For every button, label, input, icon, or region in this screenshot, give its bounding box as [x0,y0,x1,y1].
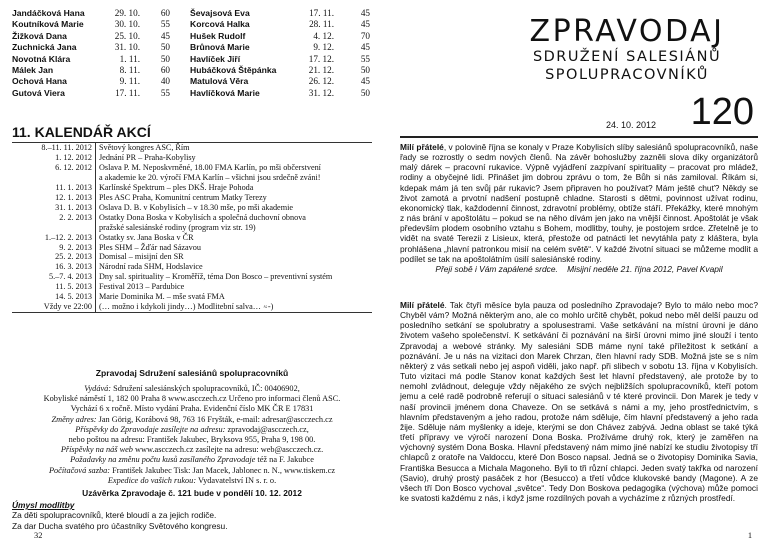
calendar-table [12,142,372,313]
calendar-event: Ples SHM – Žďár nad Sázavou [99,242,201,252]
imprint-value: Vydavatelství IN s. r. o. [196,475,277,485]
issue-date: 24. 10. 2012 [606,120,657,130]
masthead-subtitle-2: SPOLUPRACOVNÍKŮ [545,67,709,83]
article-1-lead: Milí přátelé [400,142,444,152]
calendar-row [12,223,372,233]
calendar-event: Domisal – misijní den SR [99,252,184,262]
prayer-intention: Za dar Ducha svatého pro účastníky Světového kongresu. [12,520,228,531]
birthday-date: 17. 11. [309,8,334,18]
birthday-age: 45 [360,19,370,30]
calendar-event: pražské salesiánské rodiny (program viz str. 19) [99,222,256,232]
prayer-intentions-title: Úmysl modlitby [12,500,75,510]
birthday-age: 45 [360,8,370,18]
masthead [492,16,762,84]
article-2-text: . Tak čtyři měsíce byla pauza od posledního Zpravodaje? Bylo to málo nebo moc? Chyběl vám? Možná některým ano, ale co mohlo určitě chybět, pokud nebo měl delší pauzu od posledního setkání se spolubratry a spolusestrami. Vaše setkávání na místní úrovni je dáno životem vašeho společenství. K setkávání či poznávání na širší úrovni mimo jiné slouží i tento Zpravodaj a webové stránky. My salesiáni SDB máme nyní také příležitost k setkání a poznávání. Je u nás na vizitaci don Marek Chrzan, člen hlavní rady SDB. Možná jste se s ním některý z vás setkali nebo jej aspoň viděli, jako např. při slibech v sobotu 13. října v Kobylisích. Tuto vizitaci má podle Stanov konat každých šest let hlavní představený, ale protože by to nemohl zvládnout, deleguje vždy nějakého ze svých nejbližších spolupracovníků, kteří potom jemu a celé radě podrobně referují o situaci salesiánů v té které provincii. Don Marek je tedy v naší provincii jménem dona Chaveze. On se setkává s námi a my, jeho prostřednictvím, s hlavním představeným a jeho radou, protože nám sděluje, čím hlavní představený a jeho rada žije. Sděluje nám myšlenky a ideje, kterými se don Chávez zabývá. Jedna oblast se také týká třetí přípravy ve výročí narození Dona Boska. Prožíváme druhý rok, který je zaměřen na výchovný systém Dona Boska. Hlavní představený nám mimo jiné nabízí ke studiu životopisy tří chlapců z oratoře na Valdoccu, které Don Bosco napsal. Jedná se o životopisy Dominika Savia, Františka Besucca a Michala Magoneho. Byli to tři různí chlapci. Jeden svatý takřka od narození (Savio), druhý prostý pasáček z hor (Besucco) a třetí vůdce klukovské bandy (Magone). A ze všech tří Don Bosco vychoval „světce“. Tedy Don Boskova pedagogika (výchova) může pomoci ke svatosti každému z nás, i když jsme rozdílných povah a vycházíme z různých prostředí. [400,300,758,503]
imprint-label: Příspěvky na náš web [60,445,133,455]
birthday-name: Brůnová Marie [190,42,250,53]
calendar-date: 9. 2. 2013 [12,243,96,253]
calendar-row [12,243,372,253]
birthday-date: 26. 12. [308,76,334,87]
birthday-date: 31. 10. [114,42,140,53]
page-number-left: 32 [34,531,43,540]
calendar-row [12,183,372,193]
calendar-row [12,213,372,223]
calendar-event: Ostatky Dona Boska v Kobylisích a společná duchovní obnova [99,212,306,222]
calendar-event: Národní rada SHM, Hodslavice [99,262,203,272]
imprint-label: Příspěvky do Zpravodaje zasílejte na adresu: [75,424,226,434]
prayer-intention: Za děti spolupracovníků, které bloudí a za jejich rodiče. [12,510,217,521]
birthday-age: 40 [160,76,170,87]
calendar-date: 6. 12. 2012 [12,163,96,173]
imprint-line [12,384,372,394]
birthday-name: Ochová Hana [12,76,67,87]
birthday-names-col1 [12,8,104,99]
calendar-row [12,173,372,183]
calendar-event: Ostatky sv. Jana Boska v ČR [99,232,194,242]
birthday-ages-col2 [346,8,370,99]
calendar-date [12,173,96,183]
birthday-name: Jandáčková Hana [12,8,85,18]
birthday-dates-col1 [104,8,140,99]
calendar-row [12,282,372,292]
birthday-date: 1. 11. [119,53,140,64]
imprint-label: Počítačová sazba: [48,465,110,475]
birthday-age: 45 [360,76,370,87]
calendar-row [12,153,372,163]
birthday-name: Gutová Viera [12,87,65,98]
birthday-date: 17. 11. [115,87,140,98]
imprint-value: též na F. Jakubce [255,455,314,465]
imprint-value: www.ascczech.cz zasílejte na adresu: web@ascczech.cz. [132,445,324,455]
calendar-event: Festival 2013 – Pardubice [99,282,185,292]
issue-number: 120 [690,91,754,133]
birthday-name: Žižková Dana [12,30,67,41]
calendar-event: Marie Dominika M. – mše svatá FMA [99,292,225,302]
calendar-row [12,143,372,153]
article-2 [400,300,758,503]
calendar-date: 1.–12. 2. 2013 [12,233,96,243]
calendar-row [12,262,372,272]
imprint-value: Vychází 6 x ročně. Místo vydání Praha. Evidenční číslo MK ČR E 17831 [70,404,314,414]
birthday-age: 45 [360,42,370,53]
birthday-date: 25. 10. [114,30,140,41]
birthday-date: 31. 12. [308,87,334,98]
birthday-age: 50 [160,42,170,53]
calendar-event: Světový kongres ASC, Řím [99,143,190,152]
birthday-names-col2 [190,8,292,99]
calendar-date: 11. 1. 2013 [12,183,96,193]
birthday-date: 28. 11. [309,19,334,30]
imprint-line [12,476,372,486]
birthday-name: Zuchnická Jana [12,42,77,53]
calendar-date: 5.–7. 4. 2013 [12,272,96,282]
calendar-date: 12. 1. 2013 [12,193,96,203]
calendar-event: Jednání PR – Praha-Kobylisy [99,152,196,162]
calendar-row [12,193,372,203]
calendar-row [12,233,372,243]
article-1-sign2: Misijní neděle 21. října 2012, Pavel Kvapil [567,263,723,274]
masthead-rule [400,136,758,138]
calendar-date: Vždy ve 22:00 [12,302,96,312]
calendar-date [12,223,96,233]
birthday-name: Hubáčková Štěpánka [190,64,277,75]
calendar-heading: 11. KALENDÁŘ AKCÍ [12,124,151,140]
imprint-line [12,394,372,404]
imprint-value: Jan Görig, Korábová 98, 763 16 Fryšták, e-mail: adresar@ascczech.cz [96,414,333,424]
birthday-date: 29. 10. [114,8,140,18]
imprint-line [12,445,372,455]
imprint-label: Expedice do vašich rukou: [107,475,197,485]
article-1-sign1: Přeji sobě i Vám zapálené srdce. [435,263,558,274]
imprint-label: Změny adres: [51,414,97,424]
right-page [392,0,768,543]
birthday-date: 9. 11. [119,76,140,87]
birthday-age: 50 [360,87,370,98]
article-2-lead: Milí přátelé [400,300,445,310]
birthday-date: 4. 12. [313,30,334,41]
calendar-event: Ples ASC Praha, Komunitní centrum Matky Terezy [99,192,267,202]
birthday-name: Novotná Klára [12,53,71,64]
calendar-event: (… možno i kdykoli jindy…) Modlitební salva… ⍨-) [99,302,274,312]
birthday-age: 45 [160,30,170,41]
imprint-line [12,455,372,465]
imprint-title: Zpravodaj Sdružení salesiánů spolupracovníků [95,368,289,378]
calendar-date: 1. 12. 2012 [12,153,96,163]
birthday-age: 70 [360,30,370,41]
imprint-label: Požadavky na změnu počtu kusů zasílaného Zpravodaje [70,455,256,465]
birthday-name: Havlíček Jiří [190,53,241,64]
birthday-age: 55 [160,19,170,30]
imprint-value: František Jakubec Tisk: Jan Macek, Jablonec n. N., www.tiskem.cz [110,465,336,475]
birthday-ages-col1 [150,8,170,99]
imprint-value: nebo poštou na adresu: František Jakubec, Bryksova 955, Praha 9, 198 00. [68,435,316,445]
birthday-name: Havlíčková Marie [190,87,260,98]
calendar-row [12,163,372,173]
calendar-row [12,302,372,313]
birthday-name: Ševajsová Eva [190,8,250,18]
deadline-notice: Uzávěrka Zpravodaje č. 121 bude v pondělí 10. 12. 2012 [82,488,302,498]
birthday-name: Korcová Halka [190,19,250,30]
birthday-age: 55 [360,53,370,64]
imprint [12,384,372,486]
birthday-name: Hušek Rudolf [190,30,246,41]
imprint-line [12,415,372,425]
calendar-date: 16. 3. 2013 [12,262,96,272]
calendar-row [12,252,372,262]
birthday-date: 30. 10. [114,19,140,30]
calendar-event: Oslava D. B. v Kobylisích – v 18.30 mše, po mši akademie [99,202,293,212]
calendar-date: 11. 5. 2013 [12,282,96,292]
calendar-date: 14. 5. 2013 [12,292,96,302]
birthday-date: 17. 12. [308,53,334,64]
calendar-event: Dny sal. spirituality – Kroměříž, téma Don Bosco – preventivní systém [99,272,333,282]
calendar-date: 2. 2. 2013 [12,213,96,223]
imprint-line [12,404,372,414]
birthday-date: 9. 12. [313,42,334,53]
imprint-value: Kobyliské náměstí 1, 182 00 Praha 8 www.ascczech.cz Určeno pro informaci členů ASC. [43,394,341,404]
birthday-name: Málek Jan [12,64,54,75]
birthday-date: 21. 12. [308,64,334,75]
birthday-age: 55 [160,87,170,98]
masthead-subtitle-1: SDRUŽENÍ SALESIÁNŮ [532,49,722,65]
birthday-age: 50 [360,64,370,75]
page-number-right: 1 [747,531,752,540]
calendar-event: a akademie ke 20. výročí FMA Karlín – všichni jsou srdečně zváni! [99,172,321,182]
birthday-age: 50 [160,53,170,64]
masthead-title: ZPRAVODAJ [529,14,725,49]
birthday-date: 8. 11. [119,64,140,75]
calendar-date: 25. 2. 2013 [12,252,96,262]
calendar-row [12,203,372,213]
calendar-event: Oslava P. M. Neposkvrněné, 18.00 FMA Karlín, po mši občerstvení [99,162,321,172]
imprint-value: zpravodaj@ascczech.cz, [225,424,309,434]
birthday-age: 60 [160,8,170,18]
imprint-line [12,425,372,435]
imprint-line [12,435,372,445]
article-1 [400,142,758,274]
birthday-age: 60 [160,64,170,75]
article-1-text: , v polovině října se konaly v Praze Kobylisích slíby salesiánů spolupracovníků, naše řady se rozrostly o sedm nových členů. Na závěr bohoslužby zazněli slova díky organizátorů malý dárek – pracovní rukavice. Výpně vyjádření zazpívaní spirituality – pracovat pro mládež, rodiny a obyčejné lidi. Přinášet jim dobrou zprávu o tom, že Bůh si nás zamiloval. Říkám si, kdepak mám já ten svůj pár rukavic? Jsem připraven ho používat? Mám ještě chuť? Někdy se život zamotá a prvotní nadšení postupně chladne. Starosti s dětmi, povinnost užívat rodinu, ekonomický tlak, každodenní činnost, zdravotní problémy, obtíže stáří. Překážky, které mnohým z nás brání v apoštolátu – pokud se na něho dívám jen jako na vnější činnost. Apoštolát je však především plodem osobního vztahu s Bohem, modlitby, touhy, je postojem srdce. Zřetelně je to vidět na svaté Terezii z Lisieux, která, přestože od patnácti let nevytáhla paty z kláštera, byla prohlášena „hlavní patronkou misií na celém světě“. V každé životní situaci se můžeme modlit a podílet se tak na apoštolátním úsilí salesiánské rodiny. [400,142,758,264]
birthday-name: Koutníková Marie [12,19,84,30]
imprint-line [12,466,372,476]
calendar-row [12,292,372,302]
birthday-dates-col2 [292,8,334,99]
calendar-event: Karlínské Spektrum – ples DKŠ. Hraje Pohoda [99,182,254,192]
calendar-date: 8.–11. 11. 2012 [12,143,96,153]
imprint-value: Sdružení salesiánských spolupracovníků, IČ: 00406902, [111,384,300,393]
birthday-name: Matulová Věra [190,76,249,87]
imprint-label: Vydává: [84,384,112,393]
calendar-date: 31. 1. 2013 [12,203,96,213]
calendar-row [12,272,372,282]
prayer-intentions [12,500,312,531]
